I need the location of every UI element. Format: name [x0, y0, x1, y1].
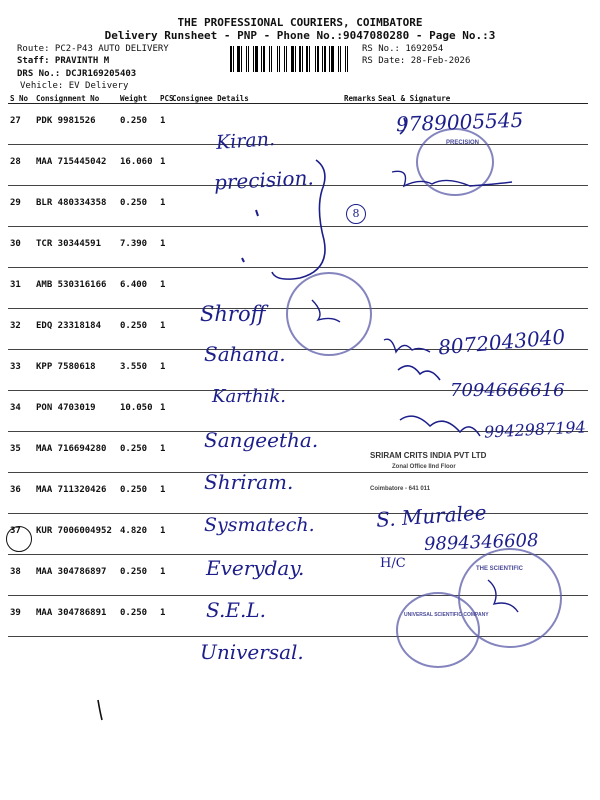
round-stamp — [286, 272, 372, 356]
row-consignment: KPP 7580618 — [34, 350, 118, 391]
col-consignment: Consignment No — [34, 93, 118, 104]
barcode-bar — [253, 46, 254, 72]
rs-number: RS No.: 1692054 — [362, 44, 444, 54]
row-consignment: TCR 30344591 — [34, 227, 118, 268]
rs-date: RS Date: 28-Feb-2026 — [362, 56, 471, 66]
row-consignment: PON 4703019 — [34, 391, 118, 432]
row-pcs: 1 — [158, 309, 170, 350]
barcode — [230, 46, 358, 72]
row-weight: 0.250 — [118, 596, 158, 637]
sriram-stamp-line2: Coimbatore - 641 011 — [370, 486, 431, 492]
barcode-bar — [297, 46, 298, 72]
barcode-bar — [302, 46, 303, 72]
company-title: THE PROFESSIONAL COURIERS, COIMBATORE — [177, 16, 423, 29]
precision-stamp-text: PRECISION — [446, 140, 480, 146]
table-row — [8, 227, 588, 268]
circled-row-mark — [6, 526, 32, 552]
row-sno: 38 — [8, 555, 34, 596]
hw-precision: precision. — [213, 165, 315, 195]
hw-phone-1: 9789005545 — [395, 107, 524, 137]
row-weight: 10.050 — [118, 391, 158, 432]
sriram-stamp-line1: Zonal Office IInd Floor — [392, 464, 456, 470]
hw-shriram: Shriram. — [204, 470, 294, 494]
row-pcs: 1 — [158, 391, 170, 432]
row-consignment: AMB 530316166 — [34, 268, 118, 309]
hw-hc-mark: H/C — [380, 556, 406, 571]
row-pcs: 1 — [158, 145, 170, 186]
col-pcs: PCS — [160, 93, 174, 103]
hw-everyday: Everyday. — [206, 556, 305, 580]
barcode-bar — [327, 46, 328, 72]
row-weight: 4.820 — [118, 514, 158, 555]
col-remarks: Remarks — [344, 93, 376, 103]
row-weight: 0.250 — [118, 309, 158, 350]
barcode-bar — [315, 46, 316, 72]
row-pcs: 1 — [158, 104, 170, 145]
barcode-bar — [259, 46, 260, 72]
barcode-bar — [243, 46, 245, 72]
hw-shroff: Shroff — [200, 302, 266, 326]
barcode-bar — [246, 46, 247, 72]
row-sno: 34 — [8, 391, 34, 432]
row-sno: 39 — [8, 596, 34, 637]
barcode-bar — [266, 46, 268, 72]
scribble-line — [98, 700, 102, 720]
row-sno: 31 — [8, 268, 34, 309]
barcode-bar — [263, 46, 265, 72]
table-header-row — [8, 93, 588, 104]
row-weight: 0.250 — [118, 186, 158, 227]
barcode-bar — [309, 46, 310, 72]
col-consignee: Consignee Details — [170, 93, 342, 104]
hw-universal: Universal. — [200, 640, 304, 664]
row-weight: 6.400 — [118, 268, 158, 309]
row-pcs: 1 — [158, 555, 170, 596]
row-consignment: MAA 711320426 — [34, 473, 118, 514]
barcode-bar — [277, 46, 278, 72]
staff-label: Staff: PRAVINTH M — [17, 56, 110, 66]
row-weight: 16.060 — [118, 145, 158, 186]
hw-phone-5: 9894346608 — [423, 530, 539, 555]
barcode-bar — [284, 46, 285, 72]
row-pcs: 1 — [158, 350, 170, 391]
hw-phone-3: 7094666616 — [450, 380, 565, 401]
row-pcs: 1 — [158, 514, 170, 555]
row-consignment: EDQ 23318184 — [34, 309, 118, 350]
precision-stamp — [416, 128, 494, 196]
row-weight: 0.250 — [118, 555, 158, 596]
barcode-bar — [273, 46, 276, 72]
barcode-bar — [345, 46, 346, 72]
table-row — [8, 186, 588, 227]
sriram-stamp-name: SRIRAM CRITS INDIA PVT LTD — [370, 451, 487, 460]
barcode-bar — [306, 46, 308, 72]
barcode-bar — [250, 46, 252, 72]
barcode-bar — [347, 46, 348, 72]
barcode-bar — [299, 46, 301, 72]
hw-signature-muralee: S. Muralee — [375, 500, 488, 532]
runsheet-subtitle: Delivery Runsheet - PNP - Phone No.:9047080280 - Page No.:3 — [104, 29, 496, 42]
universal-stamp — [396, 592, 480, 668]
row-weight: 0.250 — [118, 473, 158, 514]
row-consignment: BLR 480334358 — [34, 186, 118, 227]
universal-stamp-text: UNIVERSAL SCIENTIFIC COMPANY — [404, 612, 489, 618]
barcode-bar — [324, 46, 326, 72]
row-consignment: MAA 304786891 — [34, 596, 118, 637]
route-label: Route: PC2-P43 AUTO DELIVERY — [17, 44, 169, 54]
row-pcs: 1 — [158, 473, 170, 514]
row-pcs: 1 — [158, 596, 170, 637]
hw-kiran: Kiran. — [215, 127, 276, 155]
row-sno: 35 — [8, 432, 34, 473]
barcode-bar — [295, 46, 296, 72]
row-pcs: 1 — [158, 186, 170, 227]
barcode-bar — [286, 46, 287, 72]
vehicle-label: Vehicle: EV Delivery — [20, 81, 129, 91]
barcode-bar — [338, 46, 339, 72]
barcode-bar — [279, 46, 280, 72]
barcode-bar — [340, 46, 341, 72]
scientific-stamp-text: THE SCIENTIFIC — [476, 566, 524, 572]
barcode-bar — [233, 46, 234, 72]
barcode-bar — [349, 46, 352, 72]
row-sno: 33 — [8, 350, 34, 391]
barcode-bar — [281, 46, 283, 72]
row-sno: 30 — [8, 227, 34, 268]
hw-karthik: Karthik. — [212, 386, 286, 407]
barcode-bar — [335, 46, 337, 72]
hw-sel: S.E.L. — [206, 598, 266, 622]
row-weight: 0.250 — [118, 104, 158, 145]
barcode-bar — [271, 46, 272, 72]
hw-sahana: Sahana. — [204, 342, 286, 366]
barcode-bar — [320, 46, 321, 72]
row-pcs: 1 — [158, 268, 170, 309]
row-weight: 7.390 — [118, 227, 158, 268]
row-pcs: 1 — [158, 432, 170, 473]
row-pcs: 1 — [158, 227, 170, 268]
barcode-bar — [237, 46, 240, 72]
drs-number: DRS No.: DCJR169205403 — [17, 69, 137, 79]
row-weight: 3.550 — [118, 350, 158, 391]
col-sno: S No — [8, 93, 34, 104]
row-weight: 0.250 — [118, 432, 158, 473]
barcode-bar — [331, 46, 334, 72]
row-consignment: PDK 9981526 — [34, 104, 118, 145]
barcode-bar — [317, 46, 319, 72]
hw-sangeetha: Sangeetha. — [204, 428, 319, 452]
hw-sysmatech: Sysmatech. — [204, 514, 315, 536]
barcode-bar — [291, 46, 294, 72]
barcode-bar — [329, 46, 330, 72]
row-sno: 29 — [8, 186, 34, 227]
row-sno: 28 — [8, 145, 34, 186]
barcode-bar — [241, 46, 242, 72]
barcode-bar — [230, 46, 232, 72]
barcode-bar — [322, 46, 323, 72]
col-weight: Weight — [118, 93, 158, 104]
barcode-bar — [269, 46, 270, 72]
barcode-bar — [255, 46, 258, 72]
table-row — [8, 473, 588, 514]
hw-phone-2: 8072043040 — [437, 324, 567, 360]
col-seal: Seal & Signature — [376, 93, 588, 104]
row-consignment: MAA 716694280 — [34, 432, 118, 473]
barcode-bar — [261, 46, 262, 72]
barcode-bar — [342, 46, 344, 72]
hw-phone-4: 9942987194 — [483, 417, 587, 442]
row-sno: 36 — [8, 473, 34, 514]
row-consignment: MAA 715445042 — [34, 145, 118, 186]
barcode-bar — [248, 46, 249, 72]
row-sno: 32 — [8, 309, 34, 350]
barcode-bar — [235, 46, 236, 72]
row-consignment: KUR 7006004952 — [34, 514, 118, 555]
barcode-bar — [304, 46, 305, 72]
row-sno: 27 — [8, 104, 34, 145]
barcode-bar — [288, 46, 290, 72]
row-consignment: MAA 304786897 — [34, 555, 118, 596]
hw-circled-8: 8 — [346, 204, 366, 224]
barcode-bar — [311, 46, 314, 72]
row-sno: 37 — [8, 514, 34, 555]
